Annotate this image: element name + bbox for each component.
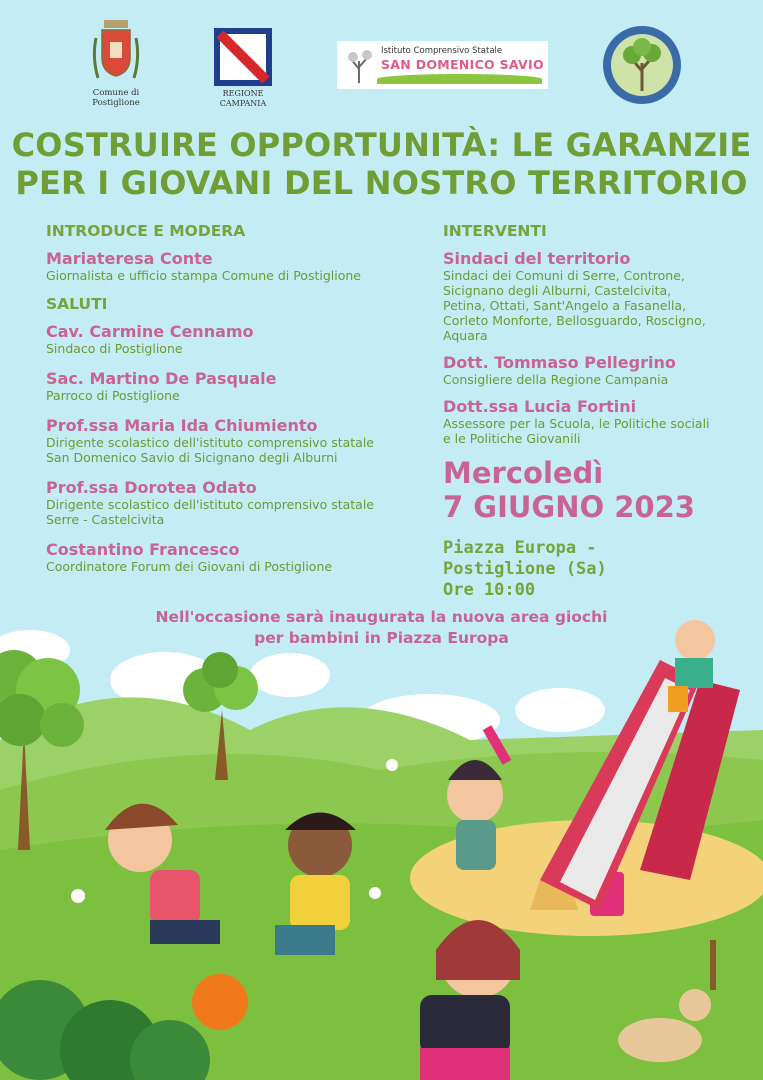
istituto-logo: [337, 41, 548, 89]
event-place-2: Postiglione (Sa): [443, 559, 607, 579]
seal-icon: [602, 25, 682, 105]
speaker-role: Corleto Monforte, Bellosguardo, Roscigno,: [443, 313, 706, 328]
speaker-role: Parroco di Postiglione: [46, 388, 180, 403]
event-day: Mercoledì: [443, 456, 604, 490]
speaker-name: Prof.ssa Maria Ida Chiumiento: [46, 416, 318, 435]
regione-label: REGIONE CAMPANIA: [219, 89, 267, 108]
speaker-block: [443, 397, 743, 446]
saluti-heading: SALUTI: [46, 295, 108, 313]
event-place-1: Piazza Europa -: [443, 538, 597, 558]
speaker-role: Assessore per la Scuola, le Politiche sociali: [443, 416, 710, 431]
speaker-role: Coordinatore Forum dei Giovani di Postiglione: [46, 559, 333, 574]
speaker-role: Sindaco di Postiglione: [46, 341, 183, 356]
speaker-role: Aquara: [443, 328, 488, 343]
note-line-1: Nell'occasione sarà inaugurata la nuova area giochi: [155, 608, 608, 626]
speaker-role: Dirigente scolastico dell'istituto comprensivo statale: [46, 497, 374, 512]
comune-logo: [88, 18, 144, 110]
speaker-block: [443, 249, 743, 343]
interventi-heading: INTERVENTI: [443, 222, 547, 240]
speaker-role: San Domenico Savio di Sicignano degli Alburni: [46, 450, 338, 465]
title-line-2: PER I GIOVANI DEL NOSTRO TERRITORIO: [15, 164, 748, 202]
speaker-name: Costantino Francesco: [46, 540, 240, 559]
speaker-role: Dirigente scolastico dell'istituto comprensivo statale: [46, 435, 374, 450]
istituto-name: SAN DOMENICO SAVIO: [381, 57, 544, 72]
event-time: Ore 10:00: [443, 580, 536, 600]
speaker-block: [46, 540, 426, 574]
speaker-block: [46, 369, 426, 403]
speaker-role: Petina, Ottati, Sant'Angelo a Fasanella,: [443, 298, 687, 313]
speaker-name: Dott.ssa Lucia Fortini: [443, 397, 637, 416]
speaker-role: e le Politiche Giovanili: [443, 431, 581, 446]
left-column: [46, 222, 426, 583]
title-line-1: COSTRUIRE OPPORTUNITÀ: LE GARANZIE: [11, 126, 752, 164]
page-title: [0, 126, 763, 202]
comune-label-2: Postiglione: [92, 98, 140, 108]
speaker-role: Consigliere della Regione Campania: [443, 372, 669, 387]
speaker-role: Sindaci dei Comuni di Serre, Controne,: [443, 268, 685, 283]
speaker-name: Sindaci del territorio: [443, 249, 631, 268]
tree-icon: [343, 45, 375, 85]
speaker-role: Serre - Castelcivita: [46, 512, 165, 527]
moderator-block: [46, 249, 426, 283]
speaker-block: [46, 416, 426, 465]
speaker-role: Sicignano degli Alburni, Castelcivita,: [443, 283, 672, 298]
note-line-2: per bambini in Piazza Europa: [254, 629, 509, 647]
playground-illustration: [0, 620, 763, 1080]
speaker-block: [46, 322, 426, 356]
speaker-name: Prof.ssa Dorotea Odato: [46, 478, 257, 497]
istituto-swoosh: [377, 74, 542, 84]
speaker-name: Cav. Carmine Cennamo: [46, 322, 254, 341]
comune-crest-icon: [88, 18, 144, 84]
speaker-block: [443, 353, 743, 387]
speaker-name: Sac. Martino De Pasquale: [46, 369, 277, 388]
comune-label-1: Comune di: [92, 88, 140, 98]
introduce-heading: INTRODUCE E MODERA: [46, 222, 246, 240]
regione-emblem-icon: [214, 28, 272, 86]
speaker-block: [46, 478, 426, 527]
school-seal-logo: [602, 25, 682, 105]
regione-logo: [203, 28, 283, 108]
moderator-name: Mariateresa Conte: [46, 249, 213, 268]
event-date: 7 GIUGNO 2023: [443, 490, 695, 524]
right-column: [443, 222, 743, 601]
moderator-role: Giornalista e ufficio stampa Comune di Postiglione: [46, 268, 361, 283]
istituto-top-label: Istituto Comprensivo Statale: [381, 46, 503, 56]
speaker-name: Dott. Tommaso Pellegrino: [443, 353, 676, 372]
